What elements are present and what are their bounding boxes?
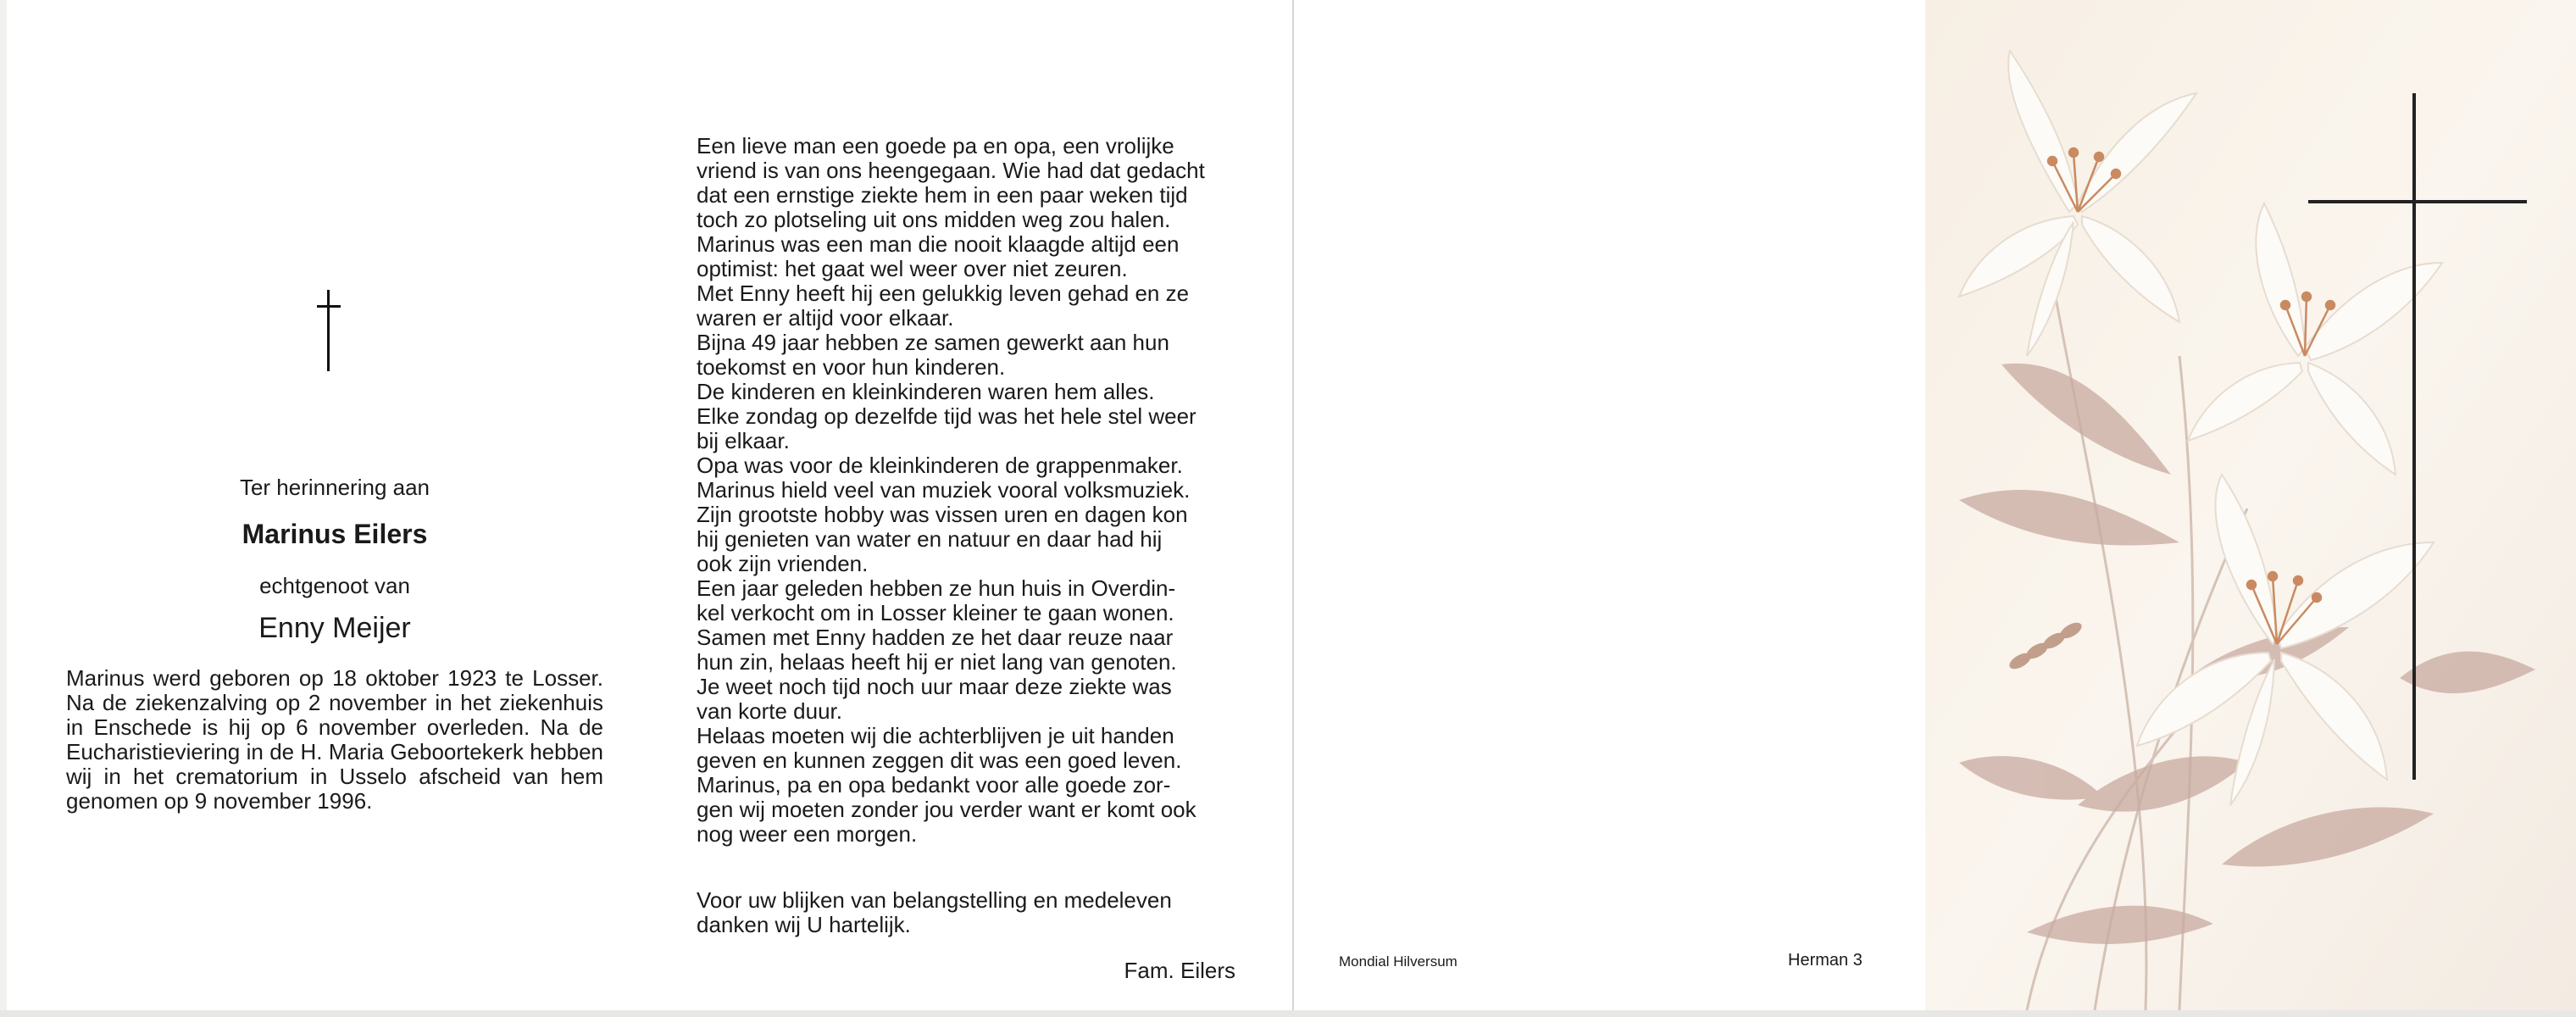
lily-illustration — [1925, 0, 2576, 1010]
poem-line: Samen met Enny hadden ze het daar reuze naar — [697, 625, 1174, 650]
poem-line: kel verkocht om in Losser kleiner te gaan wonen. — [697, 600, 1174, 625]
poem-line: Elke zondag op dezelfde tijd was het hele stel weer — [697, 403, 1196, 429]
card-bottom-edge — [0, 1010, 2576, 1017]
poem-line: bij elkaar. — [697, 428, 790, 453]
remembrance-intro: Ter herinnering aan — [239, 475, 430, 500]
poem-line: Bijna 49 jaar hebben ze samen gewerkt aan hun — [697, 330, 1169, 355]
biography-text: Marinus werd geboren op 18 oktober 1923 te Losser. Na de ziekenzalving op 2 november in het ziekenhuis in Enschede is hij op 6 november overleden. Na de Eucharistieviering in de H. Maria Geboortekerk hebben wij in het crematorium in Usselo afscheid van hem genomen op 9 november 1996. — [66, 665, 603, 814]
poem-line: Opa was voor de kleinkinderen de grappenmaker. — [697, 453, 1183, 478]
poem-line: Marinus, pa en opa bedankt voor alle goede zor- — [697, 772, 1171, 797]
poem-line: geven en kunnen zeggen dit was een goed leven. — [697, 747, 1182, 773]
poem-line: Met Enny heeft hij een gelukkig leven gehad en ze — [697, 281, 1190, 306]
deceased-name: Marinus Eilers — [242, 519, 428, 549]
poem-line: Een lieve man een goede pa en opa, een vrolijke — [697, 133, 1174, 158]
card-fold-line — [1292, 0, 1294, 1010]
poem-line: optimist: het gaat wel weer over niet zeuren. — [697, 256, 1128, 281]
poem-line: Je weet noch tijd noch uur maar deze ziekte was — [697, 674, 1172, 699]
poem-line: hij genieten van water en natuur en daar had hij — [697, 526, 1163, 552]
poem-line: Marinus was een man die nooit klaagde altijd een — [697, 231, 1180, 257]
thanks-line: danken wij U hartelijk. — [697, 912, 911, 937]
card-model: Herman 3 — [1788, 951, 1863, 970]
memorial-poem — [697, 134, 1235, 847]
poem-line: waren er altijd voor elkaar. — [697, 305, 954, 331]
printer-credit: Mondial Hilversum — [1339, 953, 1457, 970]
poem-line: Marinus hield veel van muziek vooral volksmuziek. — [697, 477, 1191, 503]
poem-line: Zijn grootste hobby was vissen uren en dagen kon — [697, 502, 1188, 527]
poem-line: toch zo plotseling uit ons midden weg zou halen. — [697, 207, 1171, 232]
poem-line: dat een ernstige ziekte hem in een paar weken tijd — [697, 182, 1188, 208]
spouse-label: echtgenoot van — [259, 573, 410, 598]
cross-icon — [312, 290, 346, 371]
poem-line: De kinderen en kleinkinderen waren hem alles. — [697, 379, 1155, 404]
poem-line: nog weer een morgen. — [697, 821, 918, 847]
poem-line: vriend is van ons heengegaan. Wie had dat gedacht — [697, 158, 1205, 183]
poem-line: gen wij moeten zonder jou verder want er komt ook — [697, 797, 1196, 822]
family-signature: Fam. Eilers — [1124, 958, 1235, 983]
poem-line: ook zijn vrienden. — [697, 551, 869, 576]
spouse-name: Enny Meijer — [258, 612, 411, 644]
poem-line: toekomst en voor hun kinderen. — [697, 354, 1006, 380]
poem-line: Helaas moeten wij die achterblijven je uit handen — [697, 723, 1174, 748]
poem-line: hun zin, helaas heeft hij er niet lang van genoten. — [697, 649, 1177, 675]
thanks-line: Voor uw blijken van belangstelling en medeleven — [697, 887, 1172, 913]
poem-line: van korte duur. — [697, 698, 842, 724]
thanks-text — [697, 888, 1235, 937]
poem-line: Een jaar geleden hebben ze hun huis in Overdin- — [697, 575, 1176, 601]
